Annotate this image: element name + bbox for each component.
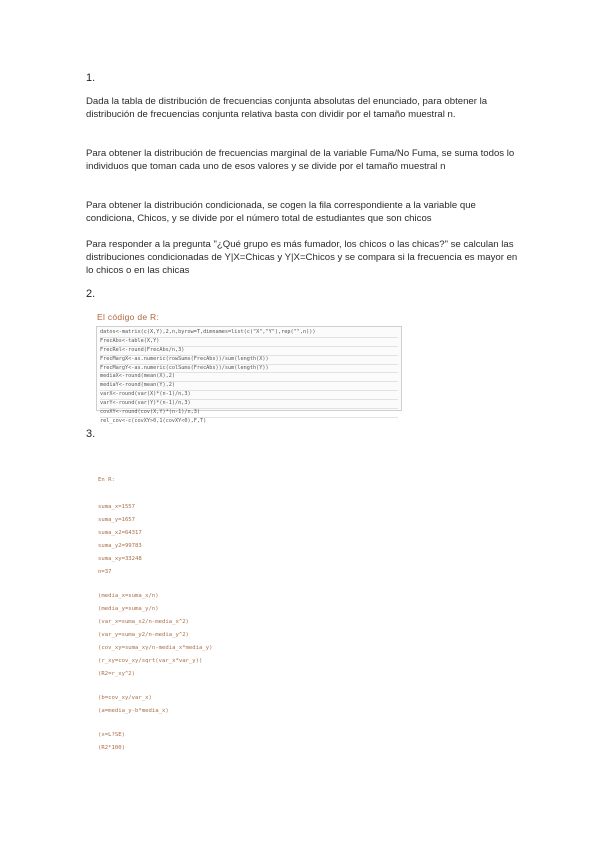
r-code-line: (x=L?SE) [98, 732, 125, 738]
paragraph-joint-relative: Dada la tabla de distribución de frecuencias conjunta absolutas del enunciado, para obtener la distribución de frecuencias conjunta relativa basta con dividir por el tamaño muestral n. [86, 96, 488, 120]
r-code-line: suma_xy=33248 [98, 556, 142, 562]
r-code-line: n=37 [98, 569, 112, 575]
r-code-line: (var_y=suma_y2/n-media_y^2) [98, 632, 189, 638]
code-line: FrecAbs<-table(X,Y) [100, 337, 398, 346]
code-line: FrecRel<-round(FrecAbs/n,3) [100, 346, 398, 355]
r-code-line: (R2*100) [98, 745, 125, 751]
r-code-line: suma_x=1557 [98, 504, 136, 510]
r-code-line: (a=media_y-b*media_x) [98, 708, 169, 714]
paragraph-conditional: Para obtener la distribución condicionada, se cogen la fila correspondiente a la variable que condiciona, Chicos, y se divide por el número total de estudiantes que son chicos [86, 200, 476, 224]
r-code-line: (b=cov_xy/var_x) [98, 695, 152, 701]
code-line: FrecMargX<-as.numeric(rowSums(FrecAbs))/sum(length(X)) [100, 355, 398, 364]
section-3-label: 3. [86, 428, 96, 440]
r-code-line: (var_x=suma_x2/n-media_x^2) [98, 619, 189, 625]
r-code-line: (media_x=suma_x/n) [98, 593, 159, 599]
paragraph-marginal: Para obtener la distribución de frecuencias marginal de la variable Fuma/No Fuma, se suma todos lo individuos que toman cada uno de esos valores y se divide por el tamaño muestral n [86, 148, 515, 172]
r-code-line: (r_xy=cov_xy/sqrt(var_x*var_y)) [98, 658, 203, 664]
r-code-line: (R2=r_xy^2) [98, 671, 136, 677]
code-line: datos<-matrix(c(X,Y),2,n,byrow=T,dimnames=list(c("X","Y"),rep("",n))) [100, 329, 316, 335]
code-block [96, 326, 402, 424]
code-line: varX<-round(var(X)*(n-1)/n,3) [100, 390, 398, 399]
r-code-line: (media_y=suma_y/n) [98, 606, 159, 612]
code-line: covXY<-round(cov(X,Y)*(n-1)/n,3) [100, 408, 398, 417]
r-code-line: En R: [98, 477, 115, 483]
r-code-line: suma_x2=64317 [98, 530, 142, 536]
code-line: rel_cov<-c(covXY>0,1(covXY<0),F,T) [100, 417, 398, 426]
code-line: mediaX<-round(mean(X),2) [100, 372, 398, 381]
code-block-title: El código de R: [97, 312, 160, 322]
r-code-line: suma_y2=99783 [98, 543, 142, 549]
code-line: FrecMargY<-as.numeric(colSums(FrecAbs))/sum(length(Y)) [100, 364, 398, 373]
code-line: mediaY<-round(mean(Y),2) [100, 381, 398, 390]
code-line: varY<-round(var(Y)*(n-1)/n,3) [100, 399, 398, 408]
r-code-line: (cov_xy=suma_xy/n-media_x*media_y) [98, 645, 213, 651]
r-code-line: suma_y=1657 [98, 517, 136, 523]
paragraph-question: Para responder a la pregunta "¿Qué grupo es más fumador, los chicos o las chicas?" se calculan las distribuciones condicionadas de Y|X=Chicas y Y|X=Chicos y se compara si la frecuencia es mayor en lo chicos o en las chicas [86, 239, 518, 276]
section-1-label: 1. [86, 72, 96, 84]
section-2-label: 2. [86, 288, 96, 300]
